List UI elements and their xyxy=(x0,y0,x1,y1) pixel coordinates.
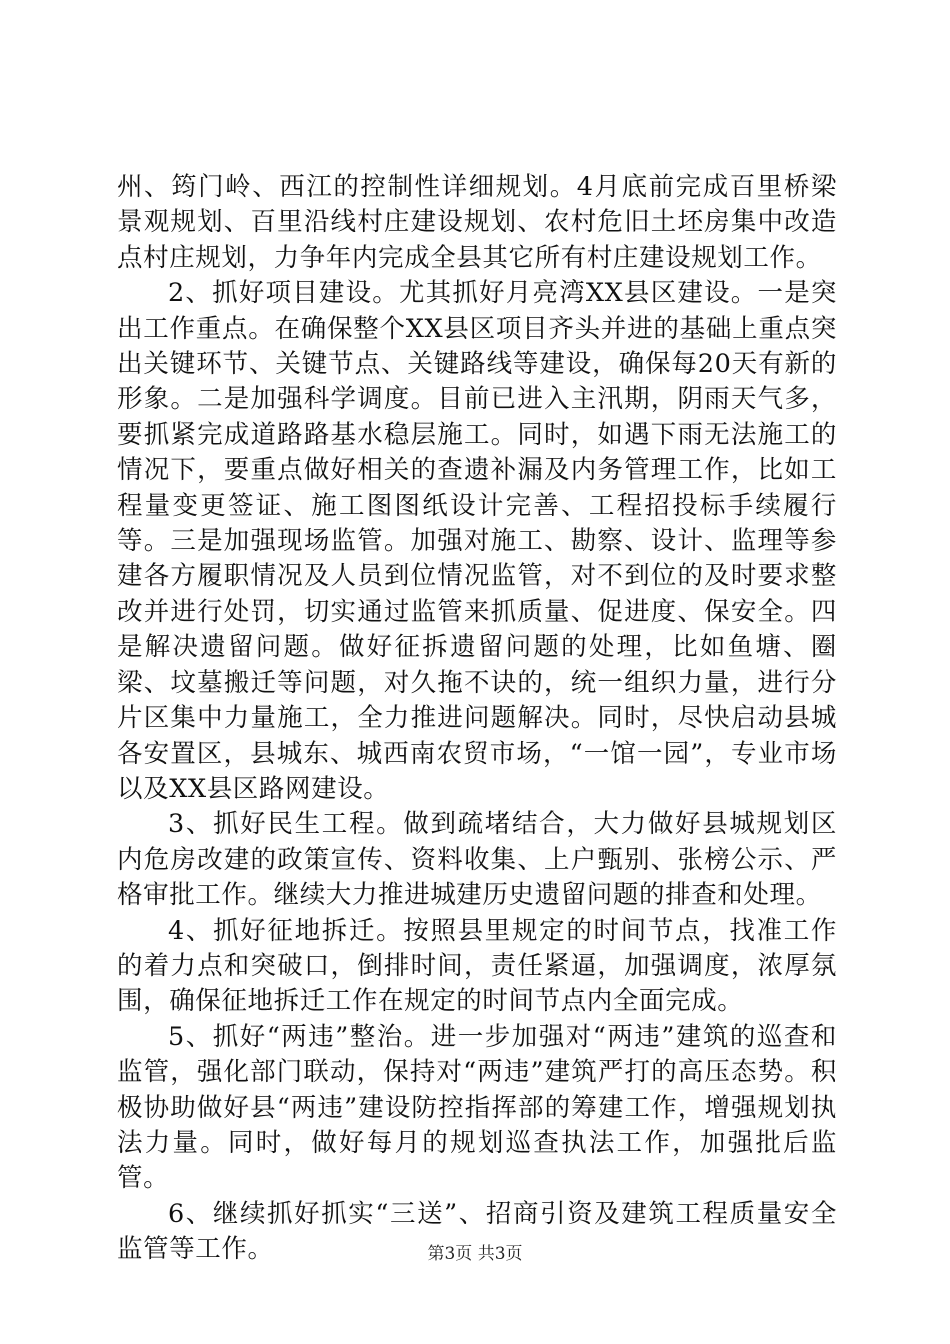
paragraph-project-construction: 2、抓好项目建设。尤其抓好月亮湾XX县区建设。一是突出工作重点。在确保整个XX县区项目齐头并进的基础上重点突出关键环节、关键节点、关键路线等建设，确保每20天有新的形象。二是加强科学调度。目前已进入主汛期，阴雨天气多，要抓紧完成道路路基水稳层施工。同时，如遇下雨无法施工的情况下，要重点做好相关的查遗补漏及内务管理工作，比如工程量变更签证、施工图图纸设计完善、工程招投标手续履行等。三是加强现场监管。加强对施工、勘察、设计、监理等参建各方履职情况及人员到位情况监管，对不到位的及时要求整改并进行处罚，切实通过监管来抓质量、促进度、保安全。四是解决遗留问题。做好征拆遗留问题的处理，比如鱼塘、圈梁、坟墓搬迁等问题，对久拖不诀的，统一组织力量，进行分片区集中力量施工，全力推进问题解决。同时，尽快启动县城各安置区，县城东、城西南农贸市场，“一馆一园”，专业市场以及XX县区路网建设。 xyxy=(117,278,837,804)
document-body xyxy=(117,170,837,1268)
paragraph-illegal-construction: 5、抓好“两违”整治。进一步加强对“两违”建筑的巡查和监管，强化部门联动，保持对“两违”建筑严打的高压态势。积极协助做好县“两违”建设防控指挥部的筹建工作，增强规划执法力量。同时，做好每月的规划巡查执法工作，加强批后监管。 xyxy=(117,1021,837,1194)
paragraph-other-work: 6、继续抓好抓实“三送”、招商引资及建筑工程质量安全监管等工作。 xyxy=(117,1198,837,1265)
paragraph-continuation: 州、筠门岭、西江的控制性详细规划。4月底前完成百里桥梁景观规划、百里沿线村庄建设规划、农村危旧土坯房集中改造点村庄规划，力争年内完成全县其它所有村庄建设规划工作。 xyxy=(117,172,837,273)
paragraph-land-acquisition: 4、抓好征地拆迁。按照县里规定的时间节点，找准工作的着力点和突破口，倒排时间，责任紧逼，加强调度，浓厚氛围，确保征地拆迁工作在规定的时间节点内全面完成。 xyxy=(117,915,837,1017)
paragraph-livelihood-projects: 3、抓好民生工程。做到疏堵结合，大力做好县城规划区内危房改建的政策宣传、资料收集、上户甄别、张榜公示、严格审批工作。继续大力推进城建历史遗留问题的排查和处理。 xyxy=(117,809,837,911)
page-number-footer: 第3页 共3页 xyxy=(427,1244,523,1264)
